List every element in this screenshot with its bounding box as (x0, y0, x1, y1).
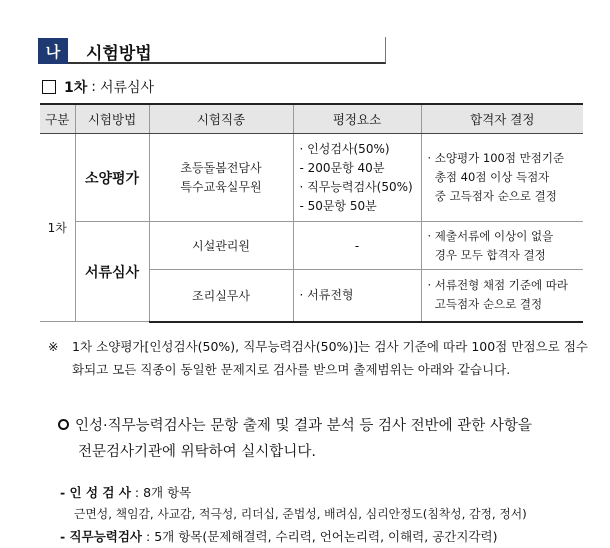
pass-cell (421, 270, 583, 322)
item-colon: : (145, 529, 151, 544)
method-documents: 서류심사 (75, 222, 149, 322)
item-personality-detail: 근면성, 책임감, 사교감, 적극성, 리더십, 준법성, 배려심, 심리안정도(침착성, 감정, 정서) (74, 507, 527, 521)
note-mark: ※ (48, 339, 59, 354)
header-pass-decision: 합격자 결정 (421, 104, 583, 134)
item-count: 8개 항목 (143, 485, 192, 500)
item-job-ability (60, 526, 497, 548)
eval-line: · 인성검사(50%) (299, 141, 390, 156)
pass-line: 총점 40점 이상 득점자 (427, 170, 550, 184)
outsourcing-paragraph (58, 413, 588, 465)
eval-line: - 200문항 40분 (299, 160, 385, 175)
stage-name: 서류심사 (99, 80, 155, 96)
header-category: 구분 (40, 104, 75, 134)
pass-line: 중 고득점자 순으로 결정 (427, 189, 557, 203)
item-detail: 5개 항목(문제해결력, 수리력, 언어논리력, 이해력, 공간지각력) (154, 529, 498, 544)
pass-line: · 소양평가 100점 만점기준 (427, 151, 565, 165)
pass-cell (421, 134, 583, 222)
pass-cell (421, 222, 583, 270)
eval-line: - 50문항 50분 (299, 198, 377, 213)
circle-bullet-icon (58, 419, 69, 430)
note-text: 1차 소양평가[인성검사(50%), 직무능력검사(50%)]는 검사 기준에 따라 100점 만점으로 점수화되고 모든 직종이 동일한 문제지로 검사를 받으며 출제범위는 아래와 같습니다. (72, 339, 588, 377)
stage-separator: : (91, 79, 96, 95)
table-row (40, 222, 583, 270)
reference-note (48, 335, 588, 381)
evaluation-cell (293, 134, 421, 222)
evaluation-cell: - (293, 222, 421, 270)
stage-heading (42, 77, 154, 97)
header-method: 시험방법 (75, 104, 149, 134)
job-cell (149, 134, 293, 222)
exam-method-table (40, 103, 583, 323)
method-aptitude: 소양평가 (75, 134, 149, 222)
section-badge: 나 (38, 38, 68, 64)
header-evaluation: 평정요소 (293, 104, 421, 134)
paragraph-line: 전문검사기관에 위탁하여 실시합니다. (78, 444, 316, 460)
pass-line: · 제출서류에 이상이 없을 (427, 228, 554, 243)
job-cell: 조리실무사 (149, 270, 293, 322)
item-label: - 인 성 검 사 (60, 485, 131, 500)
evaluation-cell: · 서류전형 (293, 270, 421, 322)
section-title: 시험방법 (86, 44, 152, 64)
stage-prefix: 1차 (64, 80, 88, 96)
item-label: - 직무능력검사 (60, 529, 142, 544)
pass-line: · 서류전형 채점 기준에 따라 (427, 278, 568, 293)
pass-line: 경우 모두 합격자 결정 (427, 247, 546, 262)
table-header-row (40, 104, 583, 134)
pass-line: 고득점자 순으로 결정 (427, 297, 543, 312)
job-cell: 시설관리원 (149, 222, 293, 270)
checkbox-square-icon (42, 80, 56, 94)
item-colon: : (134, 485, 140, 500)
header-job: 시험직종 (149, 104, 293, 134)
job-line: 특수교육실무원 (180, 179, 262, 194)
job-line: 초등돌봄전담사 (180, 160, 262, 175)
stage-cell: 1차 (40, 134, 75, 322)
table-row (40, 134, 583, 222)
item-personality (60, 482, 191, 504)
paragraph-line: 인성·직무능력검사는 문항 출제 및 결과 분석 등 검사 전반에 관한 사항을 (75, 418, 532, 434)
eval-line: · 직무능력검사(50%) (299, 179, 413, 194)
